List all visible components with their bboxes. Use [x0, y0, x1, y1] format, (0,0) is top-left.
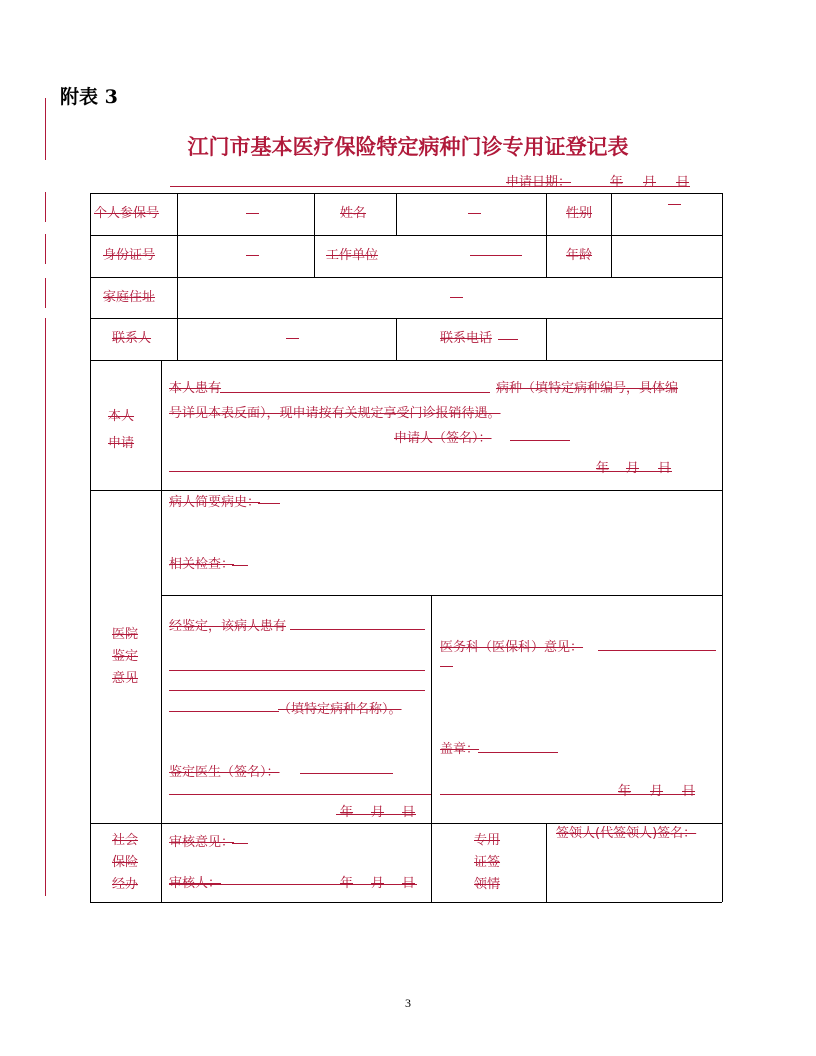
reviewer-label: 审核人： — [169, 876, 222, 891]
dept-opinion-dash: — — [440, 659, 453, 674]
table-border — [396, 318, 397, 360]
social-month: 月 — [371, 876, 385, 891]
social-section-label: 保险 — [112, 855, 139, 870]
apply-date-year: 年 — [610, 175, 624, 190]
revision-mark — [45, 234, 46, 264]
diagnosis-underline — [290, 629, 425, 630]
name-label: 姓名 — [340, 206, 367, 221]
insured-no-label: 个人参保号 — [94, 206, 160, 221]
table-border — [90, 193, 91, 902]
table-border — [90, 318, 722, 319]
diagnosis-underline — [169, 690, 425, 691]
work-unit-label: 工作单位 — [326, 248, 379, 263]
social-year: 年 — [340, 876, 354, 891]
table-border — [90, 490, 722, 491]
dept-year: 年 — [618, 784, 632, 799]
table-border — [90, 823, 722, 824]
social-day: 日 — [402, 876, 416, 891]
revision-mark — [45, 318, 46, 896]
table-border — [90, 902, 722, 903]
dept-opinion-label: 医务科（医保科）意见： — [440, 640, 584, 655]
page-title: 江门市基本医疗保险特定病种门诊专用证登记表 — [187, 135, 629, 159]
table-border — [177, 193, 178, 360]
apply-date-label: 申请日期： — [506, 175, 572, 190]
page-number: 3 — [405, 996, 411, 1010]
name-value: — — [468, 206, 481, 221]
insured-no-value: — — [246, 206, 259, 221]
table-border — [546, 823, 547, 902]
review-opinion-underline — [232, 843, 248, 844]
doctor-sign-label: 鉴定医生（签名）： — [169, 765, 280, 780]
history-underline — [258, 503, 280, 504]
table-border — [90, 193, 722, 194]
id-value: — — [246, 248, 259, 263]
table-border — [161, 595, 722, 596]
address-label: 家庭住址 — [103, 290, 156, 305]
table-border — [161, 360, 162, 902]
hospital-year: 年 — [340, 805, 354, 820]
self-apply-day: 日 — [658, 461, 672, 476]
revision-mark — [45, 98, 46, 160]
table-border — [396, 193, 397, 235]
history-label: 病人简要病史： — [169, 495, 261, 510]
hospital-month: 月 — [371, 805, 385, 820]
revision-mark — [45, 278, 46, 308]
table-border — [722, 193, 723, 902]
social-section-label: 社会 — [112, 833, 139, 848]
attachment-label: 附表 3 — [60, 86, 118, 108]
contact-label: 联系人 — [112, 331, 152, 346]
exam-underline — [232, 565, 248, 566]
gender-label: 性别 — [566, 206, 593, 221]
disease-underline — [220, 392, 490, 393]
dept-day: 日 — [682, 784, 696, 799]
table-border — [431, 595, 432, 902]
gender-value: — — [668, 197, 681, 212]
table-border — [90, 235, 722, 236]
diagnosis-underline — [169, 711, 279, 712]
address-value: — — [450, 290, 463, 305]
hospital-day: 日 — [402, 805, 416, 820]
disease-name-hint: （填特定病种名称）。 — [278, 702, 402, 717]
receiver-sign-label: 签领人(代签领人)签名： — [556, 826, 697, 841]
revision-mark — [45, 192, 46, 222]
table-border — [90, 360, 722, 361]
cert-section-label: 证签 — [474, 855, 501, 870]
table-border — [611, 193, 612, 277]
self-apply-month: 月 — [626, 461, 640, 476]
work-unit-value: ———— — [470, 248, 522, 263]
self-apply-section-label: 申请 — [108, 436, 135, 451]
phone-underline — [498, 339, 518, 340]
table-border — [314, 193, 315, 277]
id-label: 身份证号 — [103, 248, 156, 263]
hospital-section-label: 意见 — [112, 671, 139, 686]
disease-line-2: 号详见本表反面），现申请按有关规定享受门诊报销待遇。 — [169, 406, 501, 421]
applicant-sign-underline — [510, 440, 570, 441]
table-border — [90, 277, 722, 278]
disease-line-suffix: 病种（填特定病种编号，具体编 — [496, 381, 679, 396]
hospital-section-label: 鉴定 — [112, 649, 139, 664]
dept-opinion-underline — [598, 650, 716, 651]
apply-date-month: 月 — [643, 175, 657, 190]
applicant-sign-label: 申请人（签名）： — [394, 431, 492, 446]
seal-label: 盖章： — [440, 742, 480, 757]
diagnosis-prefix: 经鉴定，该病人患有 — [169, 619, 287, 634]
age-label: 年龄 — [566, 248, 593, 263]
hospital-date-underline — [169, 794, 431, 795]
table-border — [546, 318, 547, 360]
table-border — [546, 193, 547, 277]
diagnosis-underline — [169, 670, 425, 671]
review-opinion-label: 审核意见： — [169, 835, 235, 850]
doctor-sign-underline — [300, 773, 393, 774]
contact-value: — — [286, 331, 299, 346]
self-apply-section-label: 本人 — [108, 409, 135, 424]
exam-label: 相关检查： — [169, 557, 235, 572]
phone-label: 联系电话 — [440, 331, 493, 346]
cert-section-label: 专用 — [474, 833, 501, 848]
dept-month: 月 — [650, 784, 664, 799]
hospital-section-label: 医院 — [112, 627, 139, 642]
disease-line-prefix: 本人患有 — [169, 381, 222, 396]
social-section-label: 经办 — [112, 877, 139, 892]
self-apply-year: 年 — [596, 461, 610, 476]
cert-section-label: 领情 — [474, 877, 501, 892]
seal-underline — [478, 752, 558, 753]
apply-date-day: 日 — [676, 175, 690, 190]
